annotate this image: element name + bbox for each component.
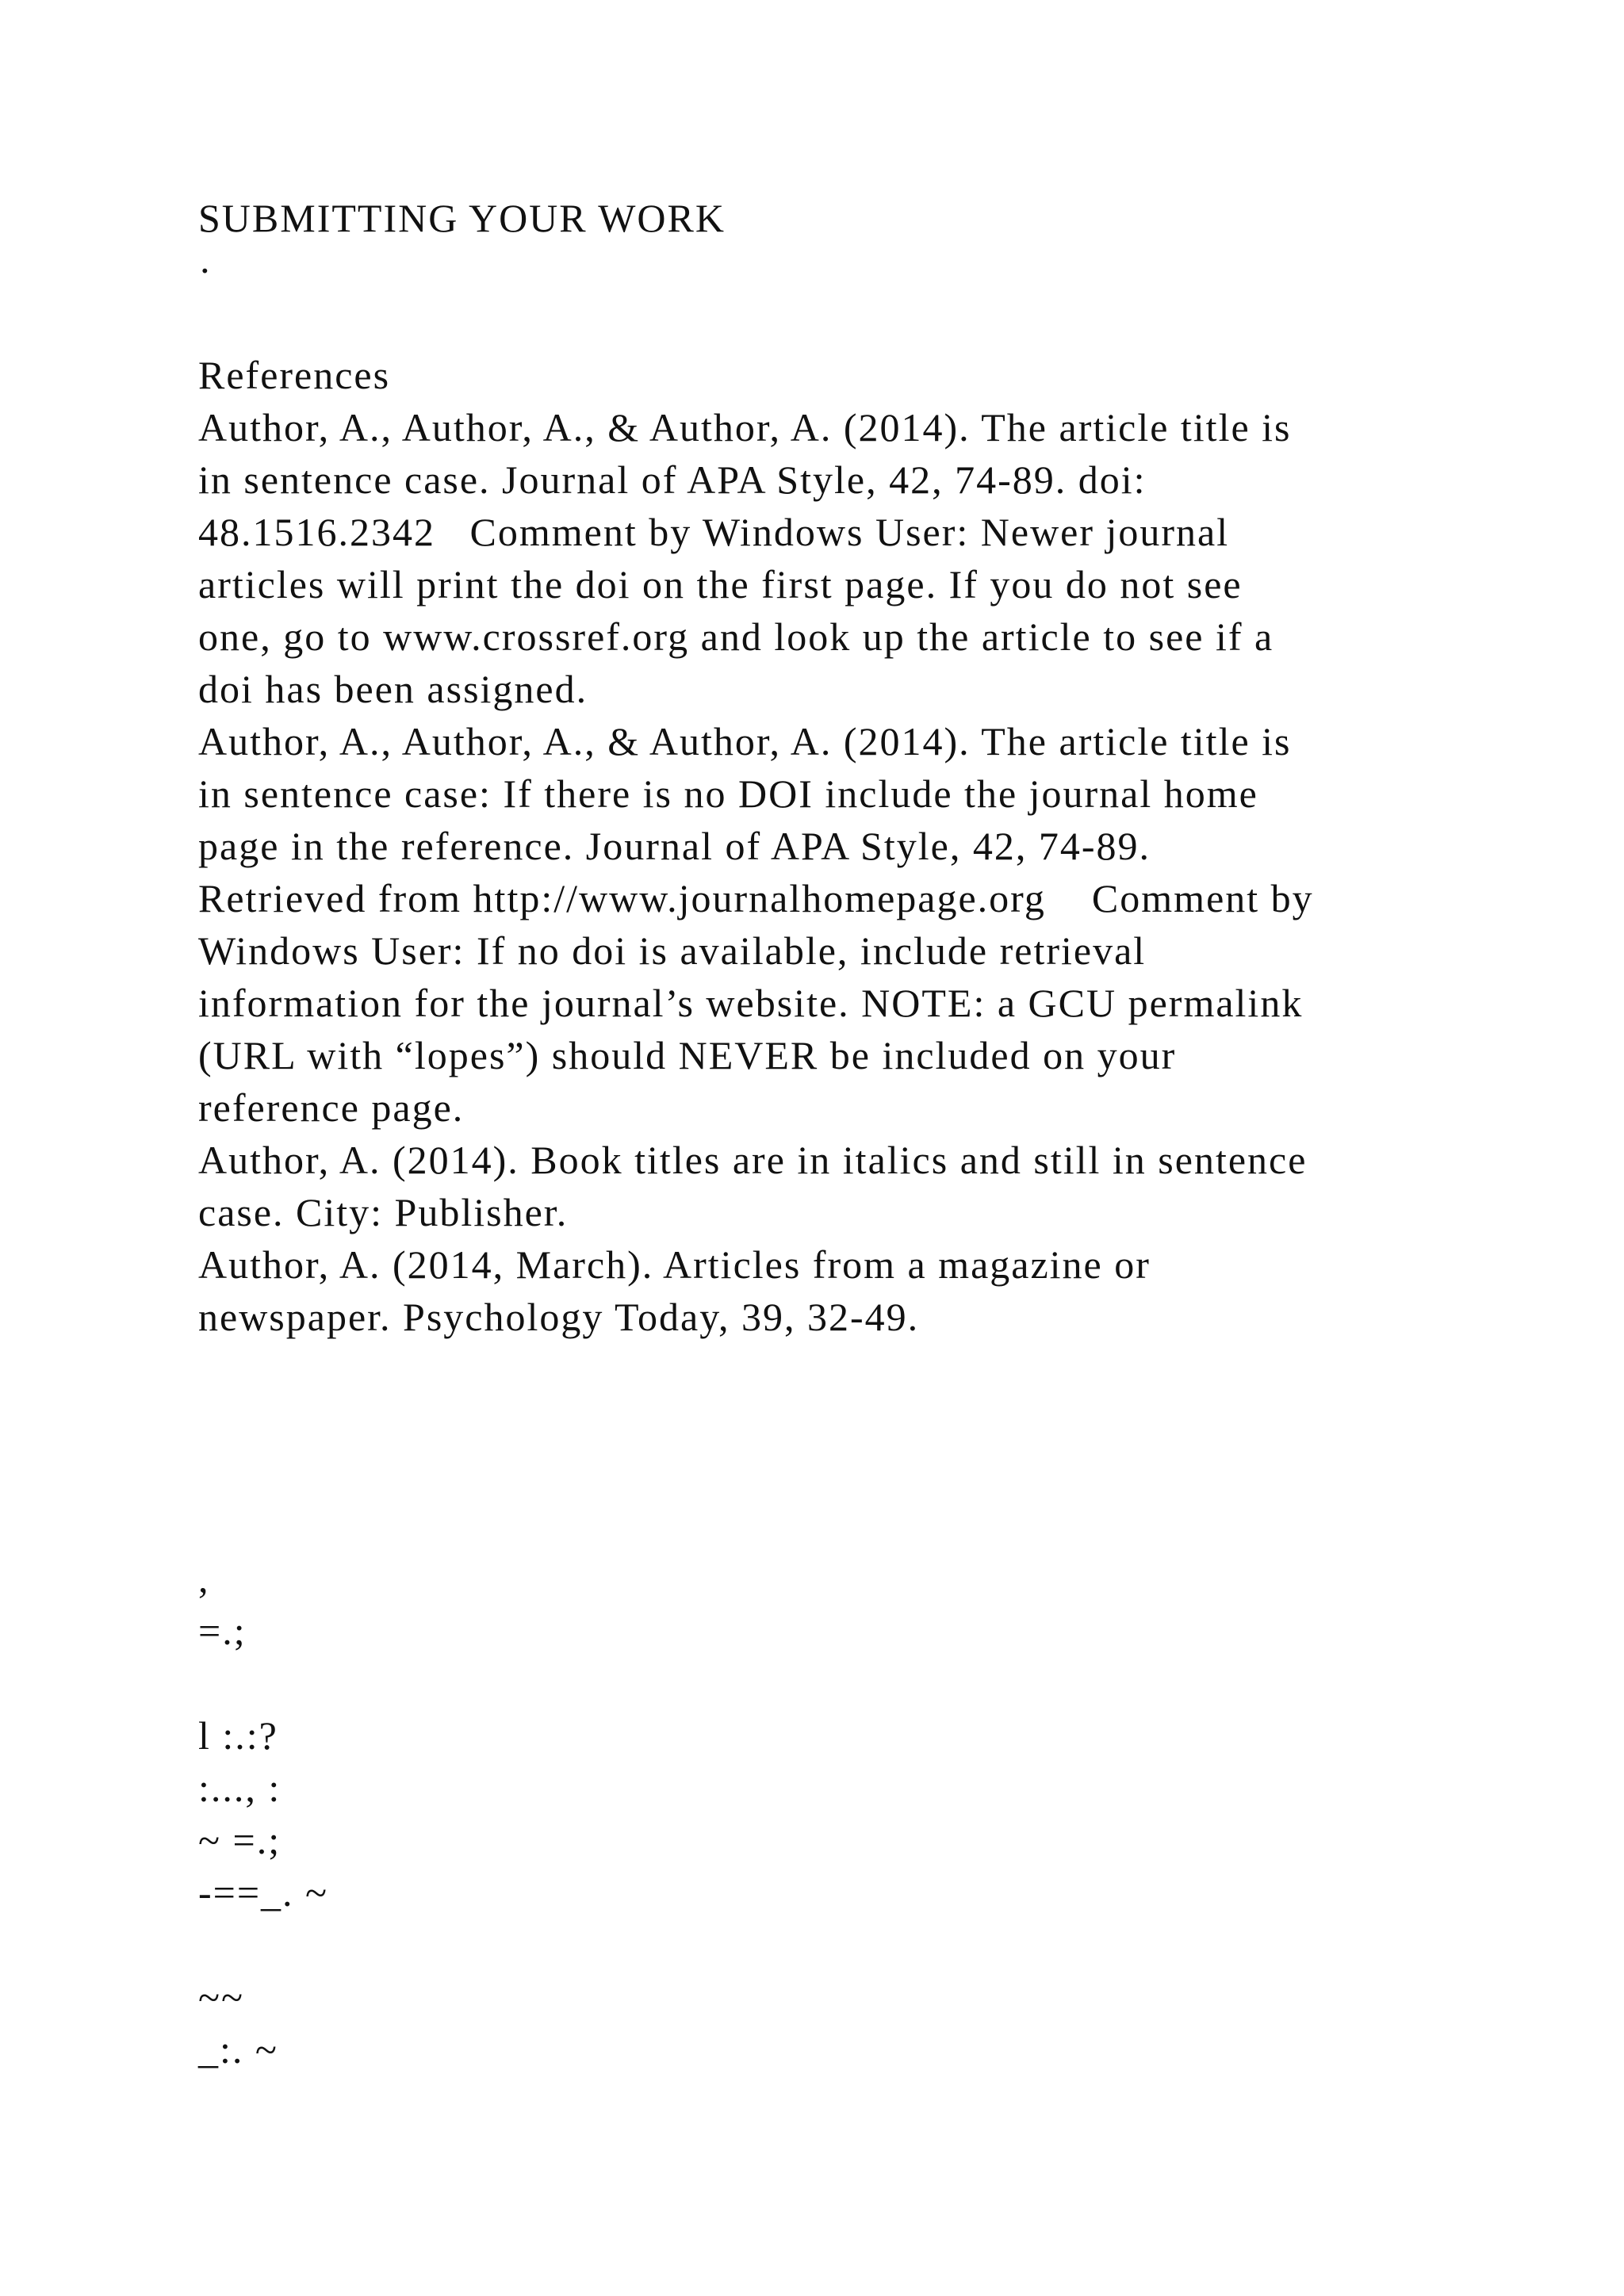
spacer xyxy=(198,1343,1435,1552)
artifact-line: -==_. ~ xyxy=(198,1870,329,1915)
reference-line: Retrieved from http://www.journalhomepage.org Comment by xyxy=(198,876,1314,920)
reference-line: in sentence case. Journal of APA Style, 42, 74-89. doi: xyxy=(198,457,1147,502)
reference-line: Author, A. (2014). Book titles are in italics and still in sentence xyxy=(198,1138,1308,1182)
artifact-line xyxy=(198,1657,1435,1709)
reference-line: (URL with “lopes”) should NEVER be included on your xyxy=(198,1033,1177,1077)
artifact-line: l :.:? xyxy=(198,1713,278,1758)
reference-line: one, go to www.crossref.org and look up the article to see if a xyxy=(198,614,1274,659)
reference-line: in sentence case: If there is no DOI include the journal home xyxy=(198,771,1258,816)
reference-line: doi has been assigned. xyxy=(198,667,588,711)
reference-line: Author, A., Author, A., & Author, A. (2014). The article title is xyxy=(198,719,1292,763)
artifact-line: , xyxy=(198,1556,210,1601)
artifact-line xyxy=(198,1919,1435,1971)
reference-line: case. City: Publisher. xyxy=(198,1190,569,1234)
reference-line: reference page. xyxy=(198,1085,465,1130)
heading: SUBMITTING YOUR WORK xyxy=(198,196,726,240)
reference-line: 48.1516.2342 Comment by Windows User: Newer journal xyxy=(198,510,1230,554)
spacer xyxy=(198,297,1435,349)
artifact-line: _:. ~ xyxy=(198,2027,278,2072)
reference-list xyxy=(198,401,1435,1343)
reference-line: information for the journal’s website. NOTE: a GCU permalink xyxy=(198,981,1304,1025)
reference-line: page in the reference. Journal of APA Style, 42, 74-89. xyxy=(198,824,1151,868)
reference-line: newspaper. Psychology Today, 39, 32-49. xyxy=(198,1295,920,1339)
artifact-line: ~~ xyxy=(198,1975,245,2019)
artifact-line: ~ =.; xyxy=(198,1818,282,1862)
reference-line: articles will print the doi on the first page. If you do not see xyxy=(198,562,1243,607)
artifact-line: =.; xyxy=(198,1609,247,1653)
artifact-line: :..., : xyxy=(198,1766,282,1810)
heading-mark: · xyxy=(198,248,213,293)
document-page xyxy=(198,192,1435,2076)
reference-line: Windows User: If no doi is available, include retrieval xyxy=(198,928,1147,973)
reference-line: Author, A., Author, A., & Author, A. (2014). The article title is xyxy=(198,405,1292,450)
ocr-artifact-block xyxy=(198,1552,1435,2076)
references-title: References xyxy=(198,353,391,397)
reference-line: Author, A. (2014, March). Articles from a magazine or xyxy=(198,1242,1151,1287)
